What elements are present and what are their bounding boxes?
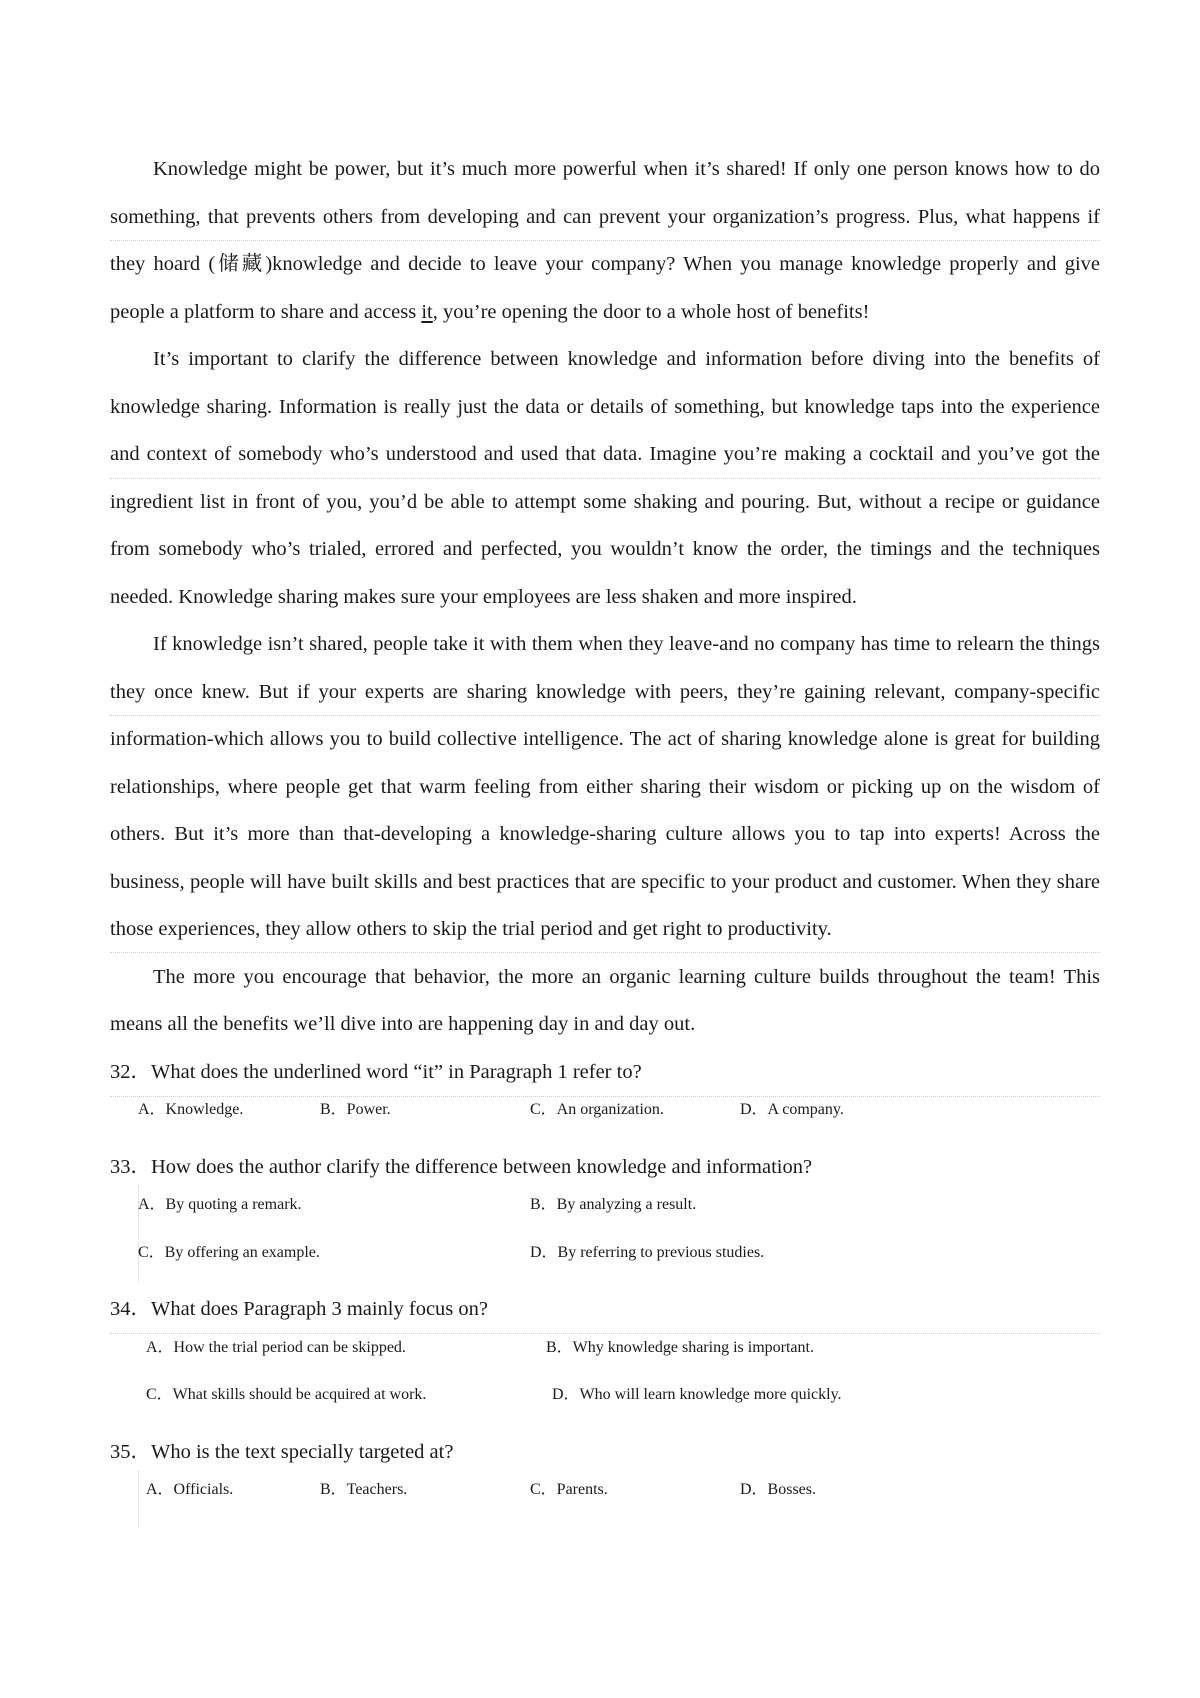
option-d[interactable]: D．Bosses. [740,1481,817,1498]
option-a[interactable]: A．By quoting a remark. [138,1196,302,1213]
paragraph-1-text: Knowledge might be power, but it’s much more powerful when it’s shared! If only one person knows how to do something, that prevents others from developing and can prevent your organization’s progress. Plus, what happens if they hoard (储藏)knowledge and decide to leave your company? When you manage knowledge properly and give people a platform to share and access [110,158,1100,323]
option-a[interactable]: A．How the trial period can be skipped. [146,1338,406,1356]
question-number: 32． [110,1060,151,1083]
question-35 [110,1429,1100,1524]
paragraph-4-wrap [110,954,1100,1049]
option-row [110,1239,1100,1287]
option-row [110,1334,1100,1382]
question-number: 34． [110,1298,151,1320]
question-33 [110,1144,1100,1287]
option-a[interactable]: A．Knowledge. [138,1101,244,1118]
option-row [110,1096,1100,1144]
option-d[interactable]: D．By referring to previous studies. [530,1243,765,1261]
option-row [110,1476,1100,1524]
option-c[interactable]: C．What skills should be acquired at work. [146,1386,427,1403]
option-a[interactable]: A．Officials. [146,1481,234,1498]
paragraph-1 [110,146,1100,336]
paragraph-2: It’s important to clarify the difference between knowledge and information before diving into the benefits of knowledge sharing. Information is really just the data or details of something, but knowledge taps into the experience and context of somebody who’s understood and used that data. Imagine you’re making a cocktail and you’ve got the ingredient list in front of you, you’d be able to attempt some shaking and pouring. But, without a recipe or guidance from somebody who’s trialed, errored and perfected, you wouldn’t know the order, the timings and the techniques needed. Knowledge sharing makes sure your employees are less shaken and more inspired. [110,348,1100,608]
underlined-word: it [421,300,433,323]
option-b[interactable]: B．Power. [320,1101,391,1118]
paragraph-2-wrap [110,336,1100,621]
paragraph-1-wrap [110,146,1100,336]
question-34 [110,1286,1100,1429]
question-text: What does the underlined word “it” in Paragraph 1 refer to? [151,1060,642,1083]
question-text: Who is the text specially targeted at? [151,1440,454,1463]
option-c[interactable]: C．Parents. [530,1481,608,1498]
option-row [110,1381,1100,1429]
option-row [110,1191,1100,1239]
question-stem [110,1049,1100,1097]
option-b[interactable]: B．By analyzing a result. [530,1196,697,1213]
question-stem [110,1429,1100,1477]
paragraph-4: The more you encourage that behavior, the more an organic learning culture builds throughout the team! This means all the benefits we’ll dive into are happening day in and day out. [110,965,1100,1035]
question-text: How does the author clarify the difference between knowledge and information? [151,1155,813,1178]
question-text: What does Paragraph 3 mainly focus on? [151,1298,489,1320]
option-b[interactable]: B．Why knowledge sharing is important. [546,1338,814,1356]
question-number: 33． [110,1155,151,1178]
paragraph-3-wrap [110,621,1100,954]
question-stem [110,1144,1100,1192]
question-number: 35． [110,1440,151,1463]
question-stem [110,1286,1100,1334]
option-b[interactable]: B．Teachers. [320,1481,408,1498]
option-d[interactable]: D．Who will learn knowledge more quickly. [552,1386,842,1403]
question-32 [110,1049,1100,1144]
paragraph-3: If knowledge isn’t shared, people take it with them when they leave-and no company has time to relearn the things they once knew. But if your experts are sharing knowledge with peers, they’re gaining relevant, company-specific information-which allows you to build collective intelligence. The act of sharing knowledge alone is great for building relationships, where people get that warm feeling from either sharing their wisdom or picking up on the wisdom of others. But it’s more than that-developing a knowledge-sharing culture allows you to tap into experts! Across the business, people will have built skills and best practices that are specific to your product and customer. When they share those experiences, they allow others to skip the trial period and get right to productivity. [110,633,1100,940]
paragraph-1-text-end: , you’re opening the door to a whole host of benefits! [432,300,870,323]
option-d[interactable]: D．A company. [740,1101,844,1118]
option-c[interactable]: C．By offering an example. [138,1243,320,1261]
exam-page [110,146,1100,1524]
option-c[interactable]: C．An organization. [530,1101,664,1118]
